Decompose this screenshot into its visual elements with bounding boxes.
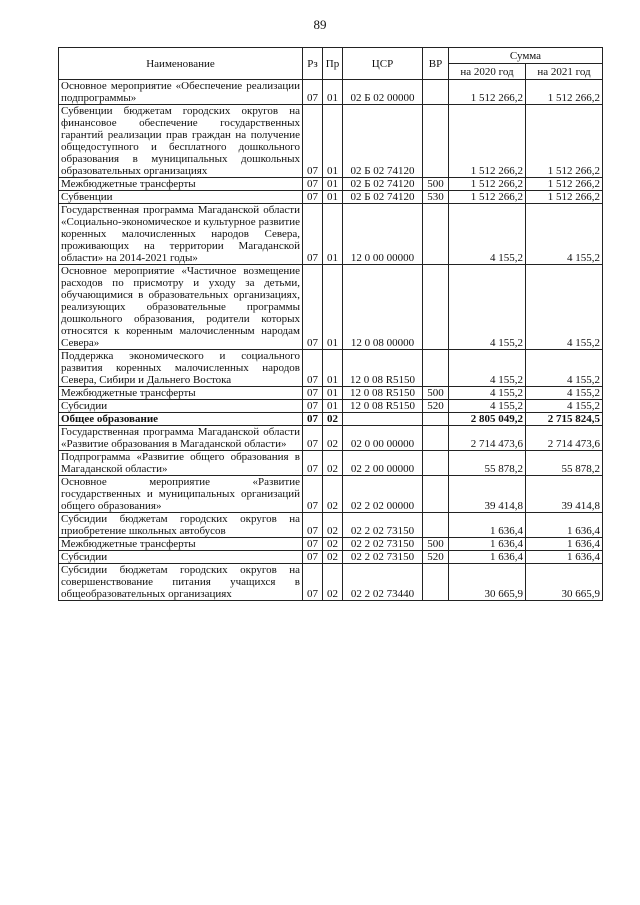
row-sum-2021: 2 714 473,6 <box>526 426 603 451</box>
page-number: 89 <box>313 17 327 32</box>
table-row <box>59 413 603 426</box>
row-vr <box>423 451 449 476</box>
header-name: Наименование <box>59 48 303 80</box>
row-name: Субсидии <box>59 400 303 413</box>
row-pr: 01 <box>323 178 343 191</box>
row-sum-2020: 1 512 266,2 <box>449 191 526 204</box>
row-name: Межбюджетные трансферты <box>59 178 303 191</box>
row-csr: 02 Б 02 74120 <box>343 178 423 191</box>
row-sum-2021: 55 878,2 <box>526 451 603 476</box>
row-pr: 01 <box>323 191 343 204</box>
row-vr: 500 <box>423 387 449 400</box>
row-name: Субвенции бюджетам городских округов на финансовое обеспечение государственных гарантий реализации прав граждан на получение общедоступного и бесплатного дошкольного образования в муниципальных дошкольных образовательных организациях <box>59 105 303 178</box>
row-csr: 12 0 08 R5150 <box>343 400 423 413</box>
row-sum-2021: 1 512 266,2 <box>526 178 603 191</box>
header-vr: ВР <box>423 48 449 80</box>
table-row <box>59 387 603 400</box>
header-csr: ЦСР <box>343 48 423 80</box>
row-csr: 02 2 02 00000 <box>343 476 423 513</box>
row-rz: 07 <box>303 413 323 426</box>
table-header <box>59 48 603 80</box>
table-row <box>59 191 603 204</box>
header-rz: Рз <box>303 48 323 80</box>
row-name: Субсидии бюджетам городских округов на совершенствование питания учащихся в общеобразовательных организациях <box>59 564 303 601</box>
table-row <box>59 178 603 191</box>
table-row <box>59 513 603 538</box>
header-sum: Сумма <box>449 48 603 64</box>
row-name: Субвенции <box>59 191 303 204</box>
row-pr: 01 <box>323 400 343 413</box>
row-csr: 02 2 02 73440 <box>343 564 423 601</box>
table-row <box>59 105 603 178</box>
row-sum-2020: 1 512 266,2 <box>449 80 526 105</box>
row-vr: 500 <box>423 178 449 191</box>
row-sum-2021: 1 636,4 <box>526 513 603 538</box>
row-name: Субсидии бюджетам городских округов на приобретение школьных автобусов <box>59 513 303 538</box>
row-name: Подпрограмма «Развитие общего образования в Магаданской области» <box>59 451 303 476</box>
row-sum-2021: 4 155,2 <box>526 204 603 265</box>
table-row <box>59 80 603 105</box>
row-rz: 07 <box>303 387 323 400</box>
row-vr <box>423 265 449 350</box>
row-csr: 02 Б 02 74120 <box>343 191 423 204</box>
row-rz: 07 <box>303 265 323 350</box>
table-row <box>59 551 603 564</box>
row-rz: 07 <box>303 476 323 513</box>
row-vr <box>423 80 449 105</box>
row-sum-2021: 1 636,4 <box>526 551 603 564</box>
row-rz: 07 <box>303 513 323 538</box>
row-csr: 02 Б 02 74120 <box>343 105 423 178</box>
table-row <box>59 400 603 413</box>
row-rz: 07 <box>303 551 323 564</box>
row-rz: 07 <box>303 178 323 191</box>
row-csr: 12 0 08 00000 <box>343 265 423 350</box>
header-pr: Пр <box>323 48 343 80</box>
row-name: Межбюджетные трансферты <box>59 387 303 400</box>
row-sum-2021: 4 155,2 <box>526 400 603 413</box>
row-pr: 01 <box>323 204 343 265</box>
row-pr: 02 <box>323 538 343 551</box>
row-vr <box>423 105 449 178</box>
table-row <box>59 538 603 551</box>
row-csr: 02 2 02 73150 <box>343 513 423 538</box>
row-csr <box>343 413 423 426</box>
row-sum-2021: 4 155,2 <box>526 387 603 400</box>
row-vr <box>423 564 449 601</box>
row-sum-2021: 4 155,2 <box>526 350 603 387</box>
row-vr <box>423 350 449 387</box>
row-vr: 520 <box>423 551 449 564</box>
row-pr: 02 <box>323 513 343 538</box>
row-csr: 12 0 08 R5150 <box>343 350 423 387</box>
header-year-2020: на 2020 год <box>449 64 526 80</box>
row-pr: 01 <box>323 387 343 400</box>
row-vr: 530 <box>423 191 449 204</box>
row-vr: 520 <box>423 400 449 413</box>
row-name: Государственная программа Магаданской области «Социально-экономическое и культурное развитие коренных малочисленных народов Севера, проживающих на территории Магаданской области» на 2014-2021 годы» <box>59 204 303 265</box>
table-body <box>59 80 603 601</box>
budget-table <box>58 47 603 601</box>
row-sum-2020: 2 714 473,6 <box>449 426 526 451</box>
row-rz: 07 <box>303 538 323 551</box>
row-sum-2020: 30 665,9 <box>449 564 526 601</box>
row-sum-2020: 1 636,4 <box>449 551 526 564</box>
row-csr: 02 Б 02 00000 <box>343 80 423 105</box>
row-name: Основное мероприятие «Частичное возмещение расходов по присмотру и уходу за детьми, обучающимися в образовательных организациях, реализующих образовательные программы дошкольного образования, родители которых относятся к коренным малочисленным народам Севера» <box>59 265 303 350</box>
row-csr: 02 0 00 00000 <box>343 426 423 451</box>
row-name: Основное мероприятие «Развитие государственных и муниципальных организаций общего образования» <box>59 476 303 513</box>
row-rz: 07 <box>303 564 323 601</box>
row-pr: 02 <box>323 451 343 476</box>
row-pr: 01 <box>323 350 343 387</box>
row-sum-2020: 4 155,2 <box>449 204 526 265</box>
row-sum-2020: 1 636,4 <box>449 538 526 551</box>
row-vr <box>423 476 449 513</box>
row-csr: 02 2 02 73150 <box>343 538 423 551</box>
row-sum-2021: 4 155,2 <box>526 265 603 350</box>
row-rz: 07 <box>303 191 323 204</box>
row-rz: 07 <box>303 350 323 387</box>
row-vr <box>423 204 449 265</box>
row-vr <box>423 426 449 451</box>
row-sum-2020: 55 878,2 <box>449 451 526 476</box>
row-name: Государственная программа Магаданской области «Развитие образования в Магаданской области» <box>59 426 303 451</box>
row-name: Общее образование <box>59 413 303 426</box>
row-name: Поддержка экономического и социального развития коренных малочисленных народов Севера, Сибири и Дальнего Востока <box>59 350 303 387</box>
row-sum-2021: 1 512 266,2 <box>526 105 603 178</box>
row-vr <box>423 513 449 538</box>
header-year-2021: на 2021 год <box>526 64 603 80</box>
row-rz: 07 <box>303 105 323 178</box>
row-vr <box>423 413 449 426</box>
table-row <box>59 564 603 601</box>
row-rz: 07 <box>303 426 323 451</box>
row-pr: 01 <box>323 105 343 178</box>
row-csr: 02 2 00 00000 <box>343 451 423 476</box>
row-pr: 02 <box>323 476 343 513</box>
row-name: Субсидии <box>59 551 303 564</box>
row-name: Основное мероприятие «Обеспечение реализации подпрограммы» <box>59 80 303 105</box>
table-row <box>59 265 603 350</box>
row-sum-2020: 1 636,4 <box>449 513 526 538</box>
row-sum-2021: 39 414,8 <box>526 476 603 513</box>
row-sum-2020: 2 805 049,2 <box>449 413 526 426</box>
row-csr: 12 0 00 00000 <box>343 204 423 265</box>
row-csr: 12 0 08 R5150 <box>343 387 423 400</box>
row-sum-2020: 1 512 266,2 <box>449 178 526 191</box>
row-sum-2020: 1 512 266,2 <box>449 105 526 178</box>
row-sum-2021: 2 715 824,5 <box>526 413 603 426</box>
table-row <box>59 426 603 451</box>
row-sum-2020: 4 155,2 <box>449 350 526 387</box>
table-row <box>59 451 603 476</box>
row-pr: 02 <box>323 426 343 451</box>
table-row <box>59 476 603 513</box>
row-pr: 02 <box>323 564 343 601</box>
row-sum-2020: 4 155,2 <box>449 265 526 350</box>
row-pr: 02 <box>323 551 343 564</box>
row-pr: 01 <box>323 80 343 105</box>
row-rz: 07 <box>303 204 323 265</box>
table-row <box>59 204 603 265</box>
row-csr: 02 2 02 73150 <box>343 551 423 564</box>
row-sum-2021: 30 665,9 <box>526 564 603 601</box>
row-sum-2020: 4 155,2 <box>449 387 526 400</box>
row-sum-2021: 1 636,4 <box>526 538 603 551</box>
row-rz: 07 <box>303 80 323 105</box>
row-sum-2021: 1 512 266,2 <box>526 80 603 105</box>
table-row <box>59 350 603 387</box>
row-pr: 01 <box>323 265 343 350</box>
row-name: Межбюджетные трансферты <box>59 538 303 551</box>
row-sum-2020: 4 155,2 <box>449 400 526 413</box>
row-vr: 500 <box>423 538 449 551</box>
row-pr: 02 <box>323 413 343 426</box>
row-rz: 07 <box>303 400 323 413</box>
row-sum-2021: 1 512 266,2 <box>526 191 603 204</box>
row-rz: 07 <box>303 451 323 476</box>
row-sum-2020: 39 414,8 <box>449 476 526 513</box>
